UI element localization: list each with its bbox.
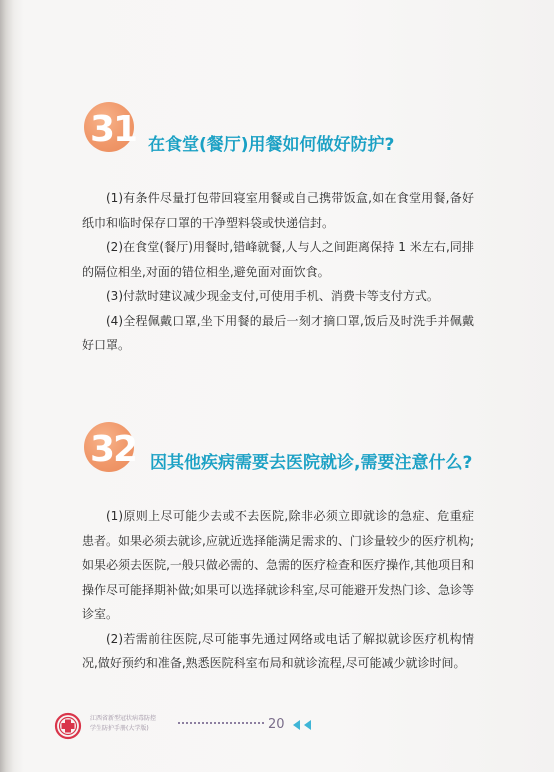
section-number-badge — [78, 420, 148, 476]
section-body — [82, 504, 474, 676]
section-number: 31 — [90, 109, 137, 150]
handbook-title — [90, 714, 156, 734]
dotted-leader — [178, 722, 264, 724]
section-heading: 因其他疾病需要去医院就诊,需要注意什么? — [150, 453, 473, 473]
section-number: 32 — [90, 429, 137, 470]
paragraph: (1)有条件尽量打包带回寝室用餐或自己携带饭盒,如在食堂用餐,备好纸巾和临时保存口罩的干净塑料袋或快递信封。 — [82, 191, 474, 230]
paragraph: (1)原则上尽可能少去或不去医院,除非必须立即就诊的急症、危重症患者。如果必须去就诊,应就近选择能满足需求的、门诊量较少的医疗机构;如果必须去医院,一般只做必需的、急需的医疗检查和医疗操作,其他项目和操作尽可能择期补做;如果可以选择就诊科室,尽可能避开发热门诊、急诊等诊室。 — [82, 509, 474, 621]
handbook-title-line2: 学生防护手册(大学版) — [90, 725, 149, 732]
page-footer — [0, 708, 554, 748]
double-left-arrow-icon — [290, 718, 314, 732]
section-body — [82, 186, 474, 358]
red-cross-emblem-icon — [54, 712, 82, 740]
paragraph: (4)全程佩戴口罩,坐下用餐的最后一刻才摘口罩,饭后及时洗手并佩戴好口罩。 — [82, 313, 474, 352]
paragraph: (2)在食堂(餐厅)用餐时,错峰就餐,人与人之间距离保持 1 米左右,同排的隔位相坐,对面的错位相坐,避免面对面饮食。 — [82, 240, 474, 279]
section-number-badge — [78, 100, 148, 156]
section-heading: 在食堂(餐厅)用餐如何做好防护? — [148, 135, 395, 155]
page-number: 20 — [268, 717, 285, 732]
paragraph: (2)若需前往医院,尽可能事先通过网络或电话了解拟就诊医疗机构情况,做好预约和准备,熟悉医院科室布局和就诊流程,尽可能减少就诊时间。 — [82, 631, 474, 670]
handbook-title-line1: 江西省新型冠状病毒防控 — [90, 715, 157, 722]
paragraph: (3)付款时建议减少现金支付,可使用手机、消费卡等支付方式。 — [106, 289, 439, 303]
